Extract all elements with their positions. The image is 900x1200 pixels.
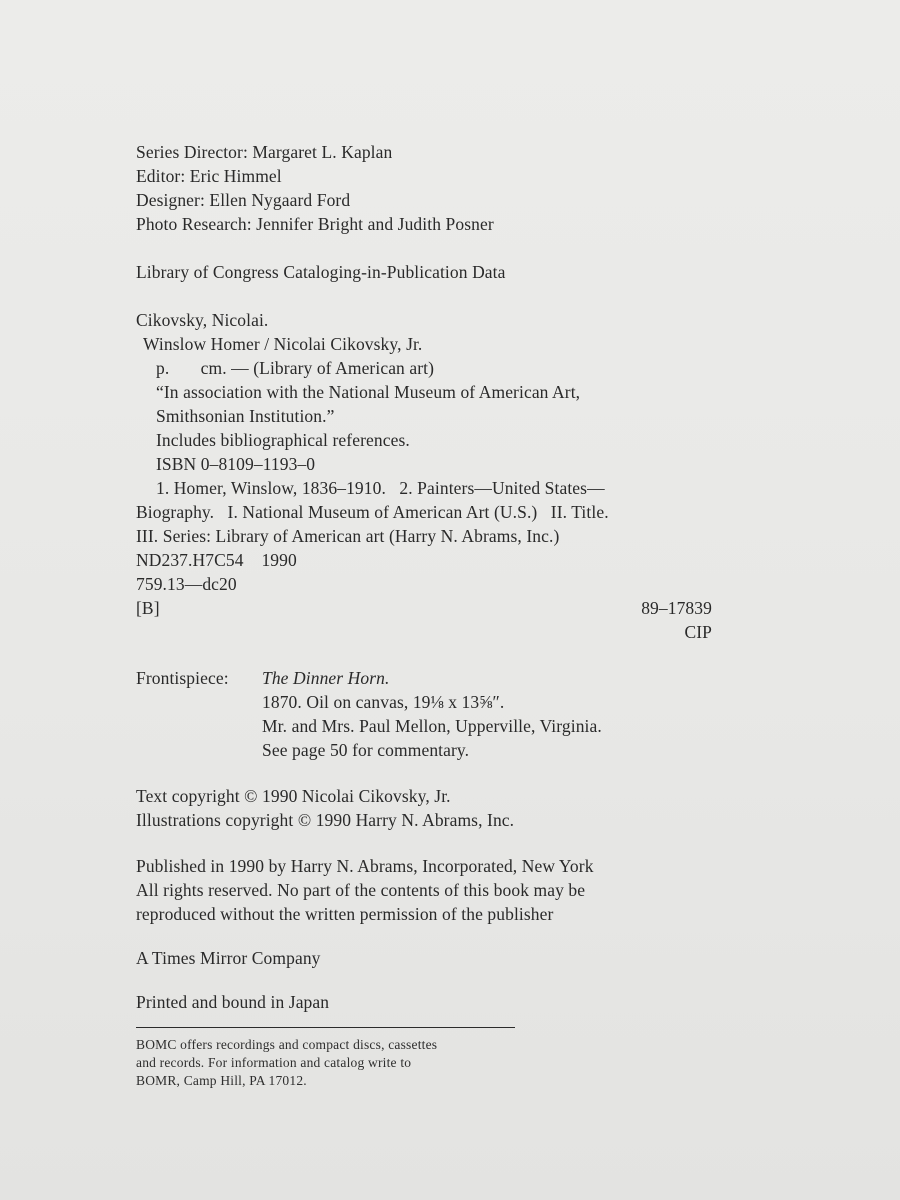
cip-bracket: [B] — [136, 598, 160, 618]
cip-title-line: Winslow Homer / Nicolai Cikovsky, Jr. — [143, 334, 423, 354]
bomc-line-3: BOMR, Camp Hill, PA 17012. — [136, 1073, 307, 1088]
cip-dewey: 759.13—dc20 — [136, 574, 237, 594]
cip-subjects-2: Biography. I. National Museum of American Art (U.S.) II. Title. — [136, 502, 609, 522]
published-line-3: reproduced without the written permission of the publisher — [136, 904, 554, 924]
copyright-text-block — [136, 140, 756, 1014]
divider-rule — [136, 1027, 515, 1028]
credit-designer: Designer: Ellen Nygaard Ford — [136, 190, 351, 210]
frontispiece-label: Frontispiece: — [136, 668, 229, 688]
cip-mark: CIP — [684, 622, 712, 642]
cip-note-association: “In association with the National Museum of American Art, — [156, 382, 581, 402]
credit-editor: Editor: Eric Himmel — [136, 166, 282, 186]
frontispiece-block — [136, 666, 756, 762]
cip-isbn: ISBN 0–8109–1193–0 — [156, 454, 316, 474]
cip-lc-class: ND237.H7C54 1990 — [136, 550, 297, 570]
company-line: A Times Mirror Company — [136, 948, 321, 968]
frontispiece-collection: Mr. and Mrs. Paul Mellon, Upperville, Virginia. — [262, 716, 602, 736]
published-line-1: Published in 1990 by Harry N. Abrams, Incorporated, New York — [136, 856, 594, 876]
printed-line: Printed and bound in Japan — [136, 992, 330, 1012]
cip-author: Cikovsky, Nicolai. — [136, 310, 269, 330]
cip-physical: p. cm. — (Library of American art) — [156, 358, 435, 378]
cip-subjects-1: 1. Homer, Winslow, 1836–1910. 2. Painters—United States— — [156, 478, 605, 498]
cip-lccn: 89–17839 — [641, 598, 712, 618]
copyright-illustrations: Illustrations copyright © 1990 Harry N. Abrams, Inc. — [136, 810, 515, 830]
credit-photo-research: Photo Research: Jennifer Bright and Judith Posner — [136, 214, 494, 234]
cip-record — [136, 308, 756, 644]
cip-bracket-row — [136, 596, 756, 620]
bomc-line-1: BOMC offers recordings and compact discs, cassettes — [136, 1037, 438, 1052]
cip-subjects-3: III. Series: Library of American art (Harry N. Abrams, Inc.) — [136, 526, 560, 546]
frontispiece-title: The Dinner Horn. — [262, 668, 390, 688]
cip-note-smithsonian: Smithsonian Institution.” — [156, 406, 335, 426]
bomc-line-2: and records. For information and catalog write to — [136, 1055, 412, 1070]
credit-series-director: Series Director: Margaret L. Kaplan — [136, 142, 393, 162]
credits-block — [136, 140, 756, 236]
copyright-text: Text copyright © 1990 Nicolai Cikovsky, Jr. — [136, 786, 451, 806]
published-line-2: All rights reserved. No part of the contents of this book may be — [136, 880, 586, 900]
frontispiece-see: See page 50 for commentary. — [262, 740, 470, 760]
copyright-block — [136, 784, 756, 832]
published-block — [136, 854, 756, 926]
cip-heading: Library of Congress Cataloging-in-Publication Data — [136, 262, 506, 282]
bomc-notice — [136, 1036, 437, 1090]
cip-note-bibliography: Includes bibliographical references. — [156, 430, 410, 450]
frontispiece-medium: 1870. Oil on canvas, 19⅛ x 13⅝″. — [262, 692, 505, 712]
